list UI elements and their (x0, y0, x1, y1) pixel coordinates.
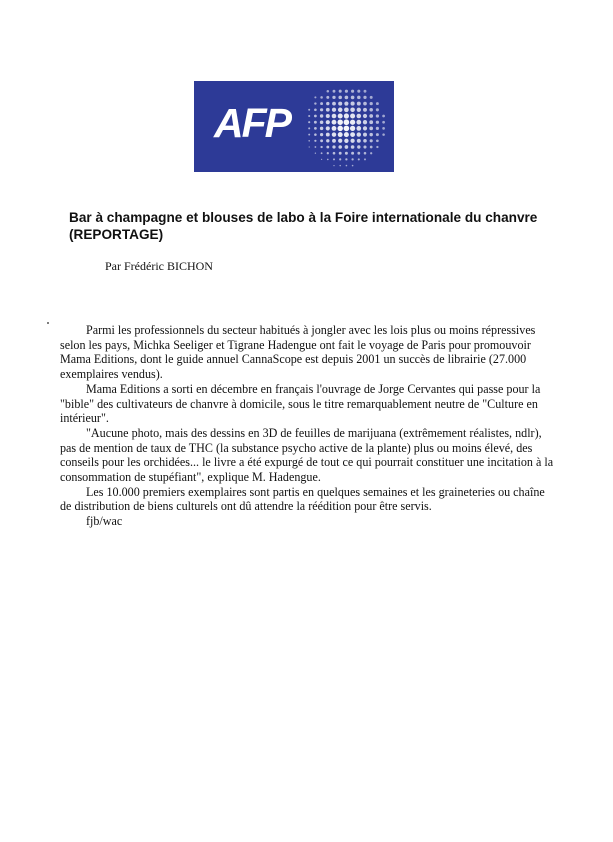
globe-dot (308, 140, 310, 142)
globe-dot (344, 107, 349, 112)
globe-dot (338, 139, 342, 143)
globe-dot (376, 127, 379, 130)
globe-dot (320, 120, 324, 124)
globe-dot (338, 102, 342, 106)
globe-dot (314, 102, 316, 104)
globe-dot (363, 139, 367, 143)
globe-dot (357, 145, 360, 148)
globe-dot (357, 132, 361, 136)
globe-dot (326, 96, 329, 99)
globe-dot (382, 115, 385, 118)
globe-dot (344, 119, 350, 125)
globe-dot (350, 132, 355, 137)
globe-dot (369, 127, 373, 131)
globe-dot (345, 152, 348, 155)
globe-dot (327, 90, 330, 93)
globe-dot (369, 120, 373, 124)
globe-dot (338, 108, 343, 113)
globe-dot (320, 127, 323, 130)
globe-dot (363, 120, 367, 124)
globe-dot (376, 102, 379, 105)
globe-dot (314, 133, 317, 136)
globe-dot (351, 96, 355, 100)
globe-dot (363, 102, 367, 106)
globe-dot (326, 114, 330, 118)
globe-dot (364, 90, 367, 93)
globe-dot (308, 127, 310, 129)
globe-dot (333, 90, 336, 93)
globe-dot (357, 139, 361, 143)
globe-dot (364, 158, 366, 160)
globe-dot (320, 139, 323, 142)
globe-dot (352, 165, 354, 167)
globe-dot (339, 152, 342, 155)
byline: Par Frédéric BICHON (105, 259, 213, 273)
globe-dot (363, 133, 367, 137)
globe-dot (333, 165, 334, 166)
globe-dot (370, 146, 373, 149)
globe-dot (356, 126, 361, 131)
globe-dot (363, 126, 367, 130)
globe-dot (357, 108, 361, 112)
globe-dot (332, 139, 336, 143)
globe-dot (344, 126, 350, 132)
globe-dot (357, 96, 361, 100)
globe-dot (332, 126, 337, 131)
headline: Bar à champagne et blouses de labo à la Foire internationale du chanvre (REPORTAGE) (69, 210, 538, 242)
globe-dot (314, 121, 317, 124)
globe-dot (376, 146, 378, 148)
globe-dot (326, 126, 330, 130)
globe-dot (376, 114, 379, 117)
globe-dot (320, 102, 323, 105)
globe-dot (320, 133, 323, 136)
globe-dot (382, 121, 385, 124)
globe-dot (326, 102, 329, 105)
globe-dot (357, 152, 360, 155)
globe-dot (333, 152, 336, 155)
globe-dot (326, 146, 329, 149)
globe-dot (357, 90, 360, 93)
globe-dot (326, 108, 330, 112)
globe-dot (344, 139, 348, 143)
globe-dot (356, 114, 361, 119)
globe-dot (326, 139, 329, 142)
globe-dot (363, 145, 366, 148)
globe-dot (337, 119, 342, 124)
globe-dot (338, 145, 342, 149)
globe-dot (320, 146, 322, 148)
globe-dot (338, 132, 343, 137)
globe-dot (337, 126, 342, 131)
article-paragraph: Parmi les professionnels du secteur habitués à jongler avec les lois plus ou moins répressives selon les pays, Michka Seeliger et Tigrane Hadengue ont fait le voyage de Paris pour promouvoir Mama Editions, dont le guide annuel CannaScope est depuis 2001 un succès de librairie (27.000 exemplaires vendus). (60, 323, 536, 382)
globe-dot (382, 127, 385, 130)
globe-dot (315, 153, 316, 154)
globe-dot (351, 152, 354, 155)
globe-dot (369, 133, 372, 136)
globe-dot (326, 120, 330, 124)
globe-dot (338, 113, 343, 118)
globe-dot (332, 114, 337, 119)
globe-dot (314, 140, 316, 142)
globe-dot (350, 114, 355, 119)
globe-dot (320, 96, 323, 99)
globe-dot (344, 113, 349, 118)
globe-dot (346, 165, 348, 167)
globe-dot (314, 127, 317, 130)
article-paragraph: "Aucune photo, mais des dessins en 3D de feuilles de marijuana (extrêmement réalistes, ndlr), pas de mention de taux de THC (la substance psycho active de la plante) plus ou moins élevé, des conseils pour les orchidées... le livre a été expurgé de tout ce qui pourrait constituer une incitation à la consommation de stupéfiant", explique M. Hadengue. (60, 425, 554, 485)
globe-dot (314, 108, 317, 111)
globe-dot (332, 120, 337, 125)
globe-dot (309, 146, 310, 147)
globe-dot (376, 108, 379, 111)
globe-dot (339, 90, 342, 93)
globe-dot (351, 102, 355, 106)
globe-dot (363, 96, 366, 99)
globe-dot (333, 158, 335, 160)
globe-dot (314, 115, 317, 118)
globe-dot (339, 158, 341, 160)
globe-dot (350, 108, 355, 113)
globe-dot (370, 96, 373, 99)
globe-dot (382, 133, 385, 136)
globe-dot (326, 133, 330, 137)
globe-dot (308, 134, 310, 136)
globe-dot (308, 109, 310, 111)
article-paragraph: Les 10.000 premiers exemplaires sont partis en quelques semaines et les graineteries ou chaîne de distribution de biens culturels ont dû attendre la réédition pour être servis. (60, 484, 545, 514)
globe-dot (314, 96, 316, 98)
globe-dot (332, 145, 335, 148)
globe-dot (364, 152, 367, 155)
globe-dot (339, 165, 340, 166)
signature: fjb/wac (86, 514, 123, 529)
globe-dot (350, 139, 354, 143)
globe-dot (356, 120, 361, 125)
globe-dot (376, 121, 379, 124)
globe-dot (314, 146, 316, 148)
globe-dot (345, 145, 349, 149)
globe-dot (370, 139, 373, 142)
globe-dot (351, 90, 354, 93)
globe-dot (358, 158, 360, 160)
globe-dot (351, 145, 355, 149)
globe-dot (320, 114, 323, 117)
globe-dot (370, 152, 372, 154)
globe-dot (332, 96, 335, 99)
afp-logo (194, 81, 394, 172)
globe-dot (363, 108, 367, 112)
globe-dot (320, 108, 323, 111)
globe-dot (345, 96, 349, 100)
globe-dot (321, 152, 323, 154)
globe-dot (350, 126, 355, 131)
globe-dot (332, 108, 336, 112)
globe-dot (357, 102, 361, 106)
globe-dot (351, 158, 353, 160)
globe-dot (350, 120, 355, 125)
globe-dot (344, 102, 348, 106)
globe-dot (369, 108, 373, 112)
globe-dot (321, 159, 322, 160)
globe-dot (363, 114, 367, 118)
globe-dot (327, 152, 329, 154)
globe-dot (332, 132, 336, 136)
globe-dot (332, 102, 336, 106)
afp-logo-text: AFP (214, 100, 290, 146)
globe-dot (376, 139, 379, 142)
globe-dot (376, 133, 379, 136)
globe-dot (327, 159, 329, 161)
globe-dot (344, 132, 349, 137)
globe-dot (308, 115, 310, 117)
globe-dot (345, 158, 347, 160)
globe-dot (338, 96, 342, 100)
globe-dot (308, 121, 310, 123)
globe-dot (345, 90, 348, 93)
globe-dot (370, 102, 373, 105)
article-body (60, 323, 556, 529)
scan-speck (47, 322, 49, 324)
article-paragraph: Mama Editions a sorti en décembre en français l'ouvrage de Jorge Cervantes qui passe pour la "bible" des cultivateurs de chanvre à domicile, sous le titre remarquablement neutre de "Culture en intérieur". (60, 381, 541, 426)
globe-dot (369, 114, 373, 118)
